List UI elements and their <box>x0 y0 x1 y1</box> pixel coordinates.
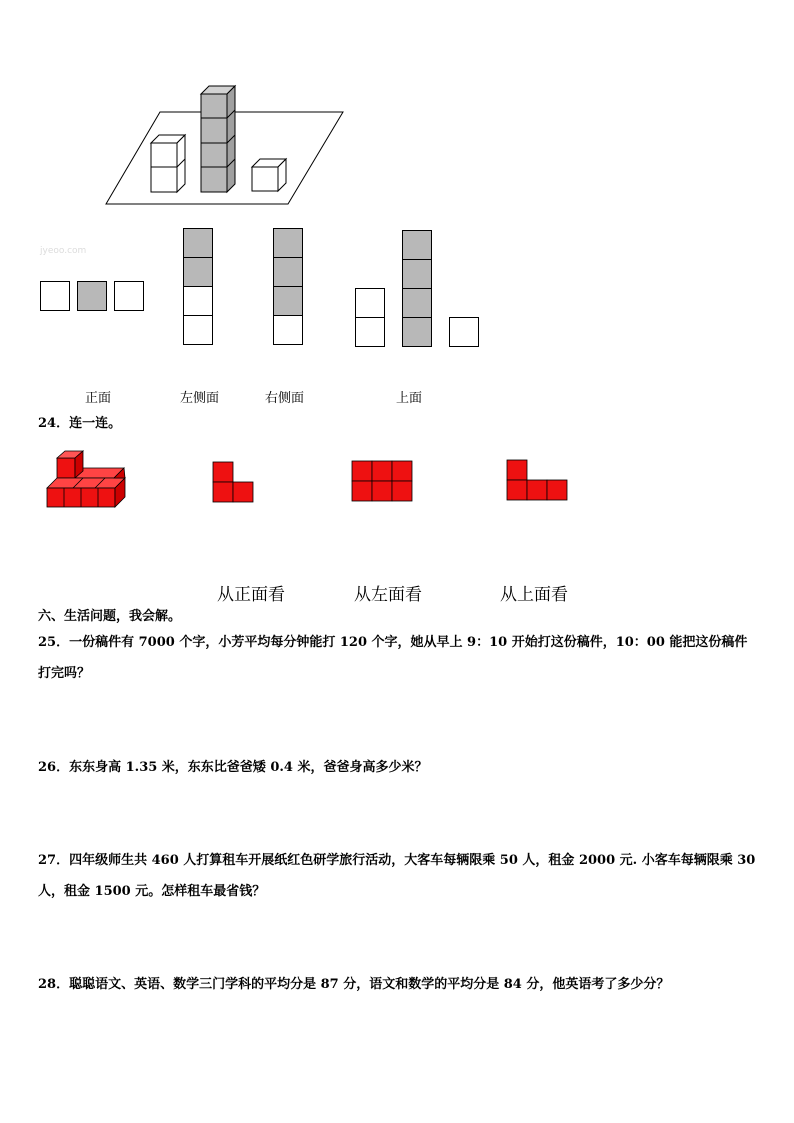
question-27-line1: 27．四年级师生共 460 人打算租车开展纸红色研学旅行活动，大客车每辆限乘 50 人，租金 2000 元. 小客车每辆限乘 30 <box>38 853 756 868</box>
label-top: 上面 <box>396 391 423 406</box>
label-view-front: 从正面看 <box>217 585 285 605</box>
top-view-squares <box>356 231 479 347</box>
left-side-view-squares <box>184 229 213 345</box>
label-right-side: 右侧面 <box>265 391 305 406</box>
right-single-cube <box>252 159 286 191</box>
view-squares-figure <box>0 220 500 355</box>
question-26: 26．东东身高 1.35 米，东东比爸爸矮 0.4 米，爸爸身高多少米？ <box>38 760 428 775</box>
cube-arrangement-figure <box>100 80 350 210</box>
red-l-shape-small <box>212 461 256 503</box>
question-25-line2: 打完吗？ <box>38 666 91 681</box>
front-view-squares <box>41 282 144 311</box>
left-cube-stack <box>151 135 185 192</box>
question-28: 28．聪聪语文、英语、数学三门学科的平均分是 87 分，语文和数学的平均分是 84 分，他英语考了多少分？ <box>38 977 670 992</box>
label-left-side: 左侧面 <box>180 391 220 406</box>
section-6-heading: 六、生活问题，我会解。 <box>38 609 182 624</box>
label-front: 正面 <box>85 391 112 406</box>
question-24-title: 24．连一连。 <box>38 416 122 431</box>
red-2x3-rectangle <box>351 460 413 502</box>
right-side-view-squares <box>274 229 303 345</box>
middle-cube-tower <box>201 86 235 192</box>
label-view-top: 从上面看 <box>500 585 568 605</box>
watermark-text: jyeoo.com <box>40 246 87 256</box>
red-l-shape-long <box>506 459 570 501</box>
label-view-left: 从左面看 <box>354 585 422 605</box>
red-3d-block-figure <box>44 448 128 510</box>
question-27-line2: 人，租金 1500 元。怎样租车最省钱？ <box>38 884 266 899</box>
question-25-line1: 25．一份稿件有 7000 个字，小芳平均每分钟能打 120 个字，她从早上 9：10 开始打这份稿件，10：00 能把这份稿件 <box>38 635 748 650</box>
